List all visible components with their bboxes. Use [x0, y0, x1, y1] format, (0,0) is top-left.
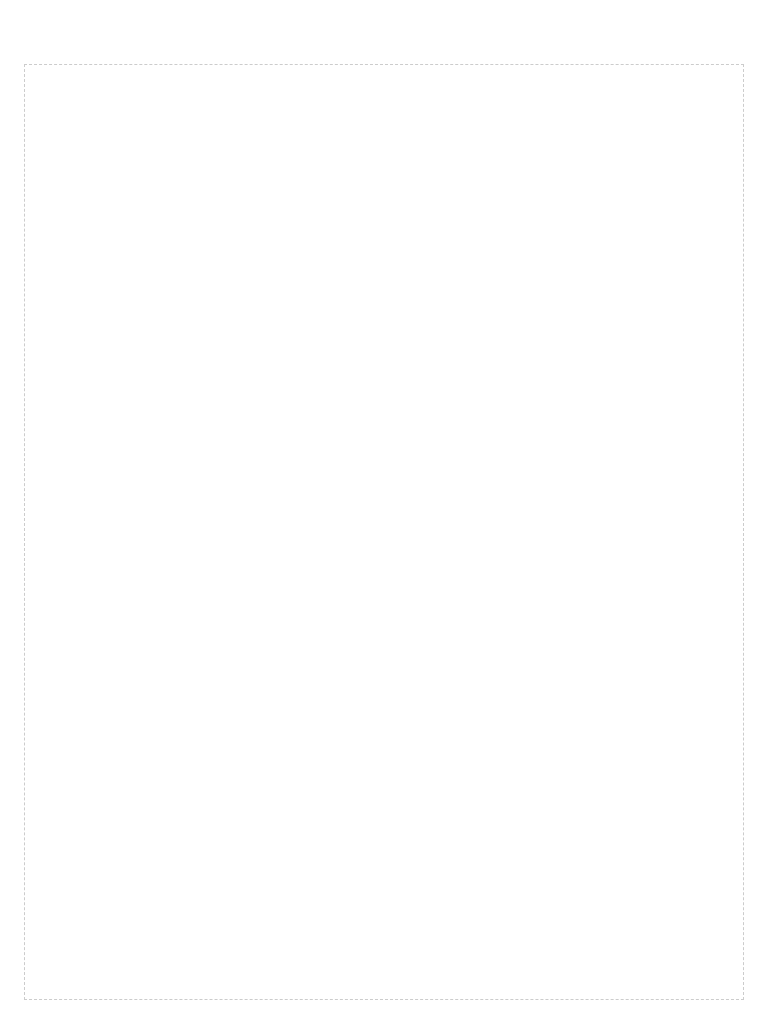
page-title: [24, 24, 744, 48]
content-area: [24, 64, 744, 1000]
